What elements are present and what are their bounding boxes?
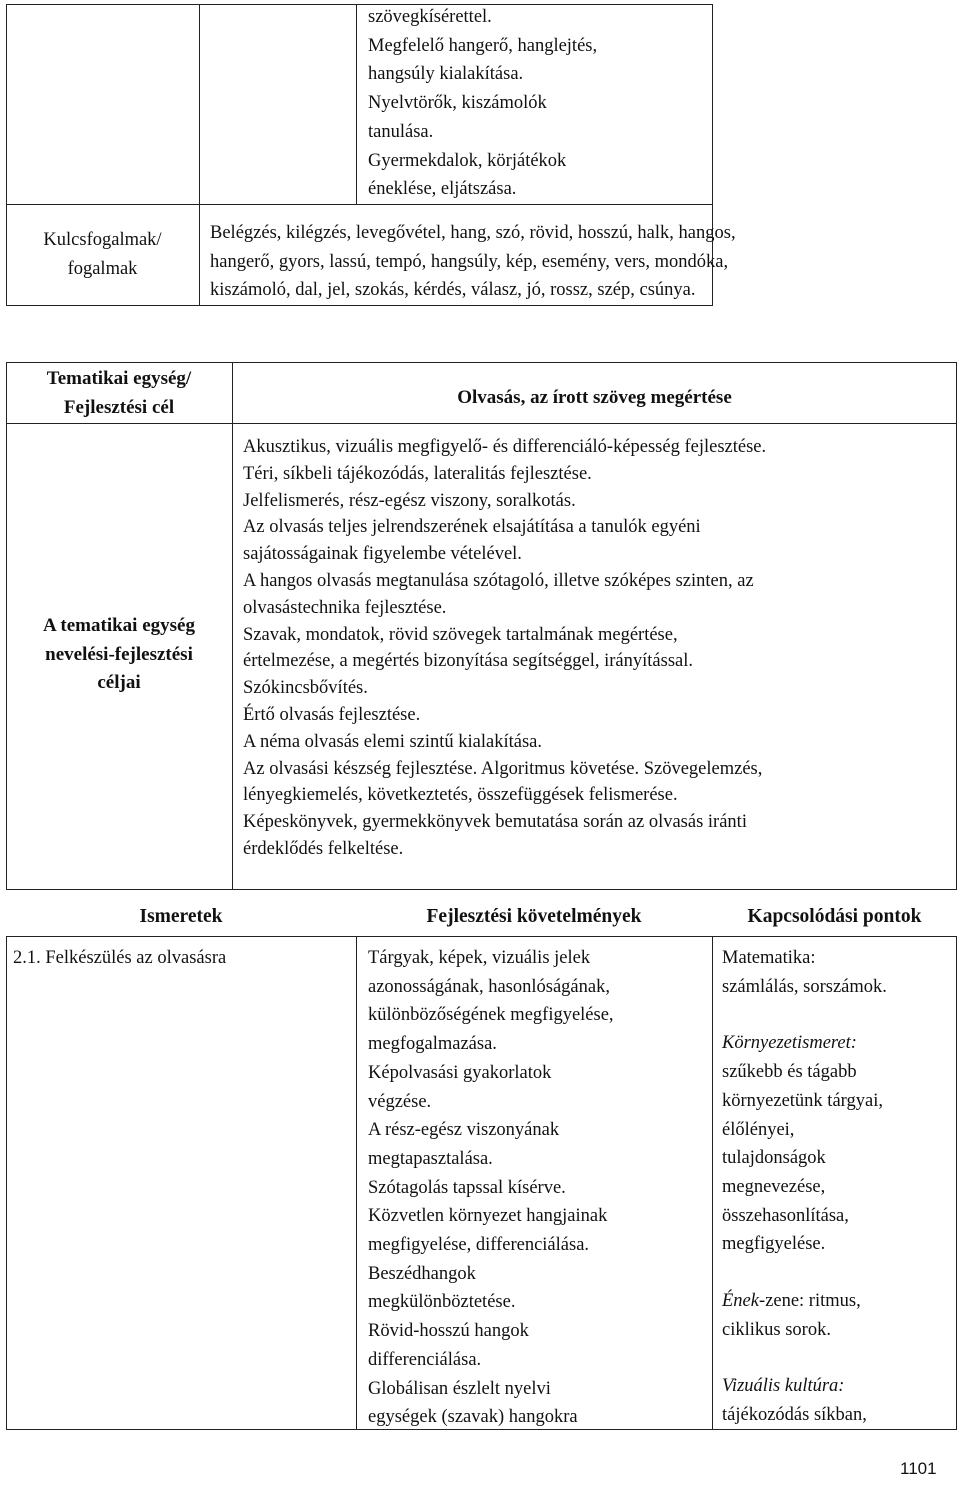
text-line: megfigyelése, differenciálása. xyxy=(368,1235,590,1256)
divider xyxy=(6,204,713,205)
text-line: Nyelvtörők, kiszámolók xyxy=(368,93,547,114)
divider xyxy=(199,4,200,306)
text-line: szűkebb és tágabb xyxy=(722,1062,857,1083)
text-line: hangerő, gyors, lassú, tempó, hangsúly, kép, esemény, vers, mondóka, xyxy=(210,251,729,272)
goals-label xyxy=(6,612,232,698)
divider xyxy=(356,936,357,1430)
header-requirements: Fejlesztési követelmények xyxy=(426,906,642,927)
text-line: Tárgyak, képek, vizuális jelek xyxy=(368,948,591,968)
text-line: Jelfelismerés, rész-egész viszony, soralkotás. xyxy=(243,490,576,511)
text-line: Értő olvasás fejlesztése. xyxy=(243,704,421,725)
music-label: Ének xyxy=(722,1291,759,1312)
label-line: Kulcsfogalmak/ xyxy=(43,230,162,250)
text-line: azonosságának, hasonlóságának, xyxy=(368,976,610,997)
text-line: szövegkísérettel. xyxy=(368,7,492,27)
divider xyxy=(6,423,957,424)
text-line: Rövid-hosszú hangok xyxy=(368,1321,529,1342)
text-line: Téri, síkbeli tájékozódás, lateralitás fejlesztése. xyxy=(243,463,592,484)
key-concepts-label xyxy=(6,226,199,283)
text-line: értelmezése, a megértés bizonyítása segítséggel, irányítással. xyxy=(243,651,693,672)
text-line: Megfelelő hangerő, hanglejtés, xyxy=(368,35,598,56)
text-line: környezetünk tárgyai, xyxy=(722,1090,883,1111)
text-line: megtapasztalása. xyxy=(368,1148,493,1169)
music-text: -zene: ritmus, xyxy=(758,1291,861,1312)
text-line: Szavak, mondatok, rövid szövegek tartalmának megértése, xyxy=(243,624,678,645)
env-label: Környezetismeret: xyxy=(722,1033,857,1054)
text-line: A hangos olvasás megtanulása szótagoló, illetve szóképes szinten, az xyxy=(243,570,754,591)
label-line: Tematikai egység/ xyxy=(46,368,192,389)
text-line: élőlényei, xyxy=(722,1119,795,1140)
unit-title: Olvasás, az írott szöveg megértése xyxy=(457,387,732,408)
requirements-text xyxy=(368,944,614,1432)
visual-text: tájékozódás síkban, xyxy=(722,1405,867,1426)
text-line: sajátosságainak figyelembe vételével. xyxy=(243,544,522,565)
text-line: megnevezése, xyxy=(722,1176,826,1197)
text-line: hangsúly kialakítása. xyxy=(368,64,524,85)
text-line: különbözőségének megfigyelése, xyxy=(368,1005,614,1026)
connections-text xyxy=(722,944,887,1430)
text-line: Belégzés, kilégzés, levegővétel, hang, szó, rövid, hosszú, halk, hangos, xyxy=(210,223,736,243)
text-line: Globálisan észlelt nyelvi xyxy=(368,1378,551,1399)
label-line: A tematikai egység xyxy=(43,615,195,636)
text-line: megfogalmazása. xyxy=(368,1034,497,1055)
text-line: Akusztikus, vizuális megfigyelő- és differenciáló-képesség fejlesztése. xyxy=(243,437,767,457)
knowledge-item: 2.1. Felkészülés az olvasásra xyxy=(13,948,227,968)
text-line: Gyermekdalok, körjátékok xyxy=(368,150,567,171)
text-line: Szókincsbővítés. xyxy=(243,678,368,699)
label-line: nevelési-fejlesztési xyxy=(45,643,193,665)
math-text: számlálás, sorszámok. xyxy=(722,976,887,997)
text-line: differenciálása. xyxy=(368,1349,482,1370)
text-line: Képeskönyvek, gyermekkönyvek bemutatása során az olvasás iránti xyxy=(243,812,747,833)
visual-label: Vizuális kultúra: xyxy=(722,1376,845,1397)
top-left-cell-text xyxy=(368,3,597,204)
text-line: Az olvasási készség fejlesztése. Algoritmus követése. Szövegelemzés, xyxy=(243,758,763,779)
text-line: éneklése, eljátszása. xyxy=(368,179,517,200)
text-line: A néma olvasás elemi szintű kialakítása. xyxy=(243,731,542,752)
divider xyxy=(232,362,233,890)
text-line: Szótagolás tapssal kísérve. xyxy=(368,1177,566,1198)
text-line: kiszámoló, dal, jel, szokás, kérdés, válasz, jó, rossz, szép, csúnya. xyxy=(210,280,696,301)
label-line: fogalmak xyxy=(67,258,138,279)
text-line: olvasástechnika fejlesztése. xyxy=(243,597,447,618)
text-line: megkülönböztetése. xyxy=(368,1292,516,1313)
text-line: ciklikus sorok. xyxy=(722,1319,831,1340)
text-line: Közvetlen környezet hangjainak xyxy=(368,1206,608,1227)
text-line: Képolvasási gyakorlatok xyxy=(368,1062,552,1083)
text-line: megfigyelése. xyxy=(722,1234,826,1255)
divider xyxy=(356,4,357,204)
key-concepts-text xyxy=(210,219,736,305)
text-line: tulajdonságok xyxy=(722,1148,826,1169)
divider xyxy=(712,936,713,1430)
text-line: végzése. xyxy=(368,1091,432,1112)
music-line xyxy=(722,1287,887,1316)
text-line: lényegkiemelés, következtetés, összefüggések felismerése. xyxy=(243,785,678,806)
math-label: Matematika: xyxy=(722,948,816,968)
text-line: Beszédhangok xyxy=(368,1263,476,1284)
header-knowledge: Ismeretek xyxy=(139,906,223,927)
text-line: Az olvasás teljes jelrendszerének elsajátítása a tanulók egyéni xyxy=(243,517,701,538)
label-line: Fejlesztési cél xyxy=(63,396,175,418)
text-line: egységek (szavak) hangokra xyxy=(368,1407,578,1428)
unit-label xyxy=(6,365,232,422)
header-connections: Kapcsolódási pontok xyxy=(747,906,922,927)
text-line: összehasonlítása, xyxy=(722,1205,849,1226)
text-line: tanulása. xyxy=(368,121,434,142)
text-line: érdeklődés felkeltése. xyxy=(243,838,404,859)
page-number: 1101 xyxy=(900,1459,937,1478)
goals-text xyxy=(243,434,945,863)
label-line: céljai xyxy=(97,672,141,694)
text-line: A rész-egész viszonyának xyxy=(368,1120,560,1141)
